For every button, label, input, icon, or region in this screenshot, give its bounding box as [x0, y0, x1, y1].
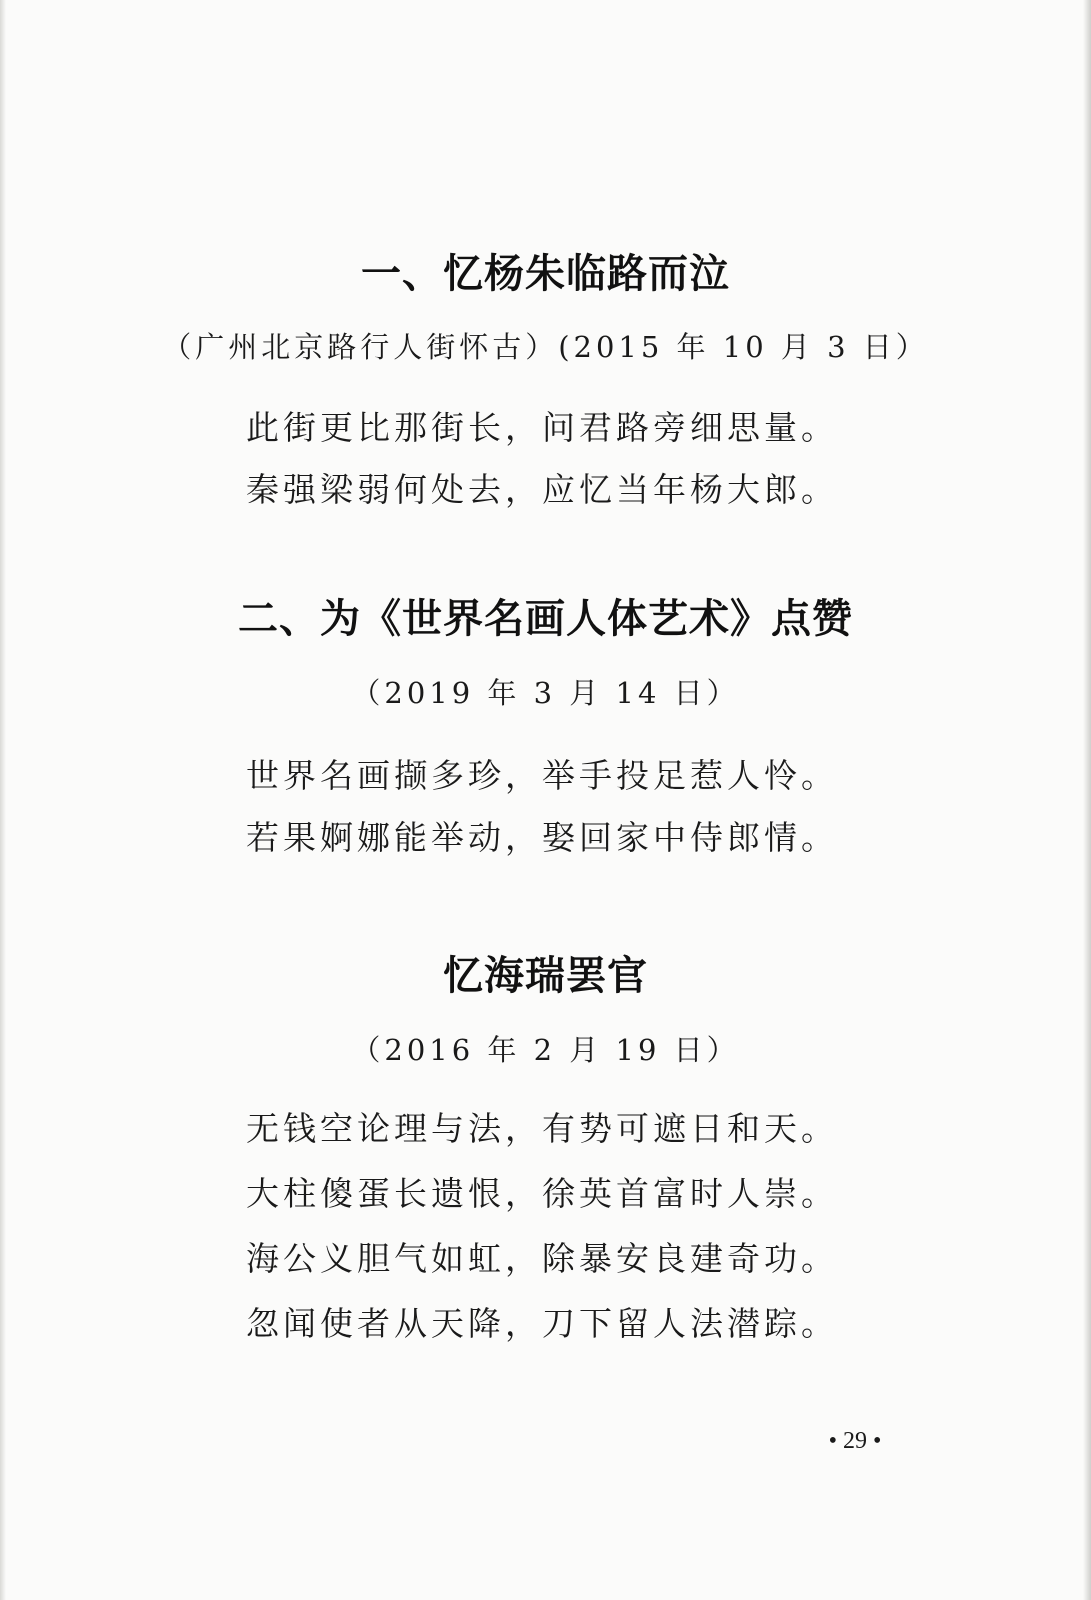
poem-subtitle: （广州北京路行人街怀古）(2015 年 10 月 3 日） [162, 330, 929, 364]
page-left-edge [0, 0, 6, 1600]
poem-title: 忆海瑞罢官 [443, 952, 648, 999]
poem-line: 忽闻使者从天降，刀下留人法潜踪。 [246, 1304, 838, 1343]
poem-subtitle: （2019 年 3 月 14 日） [351, 676, 740, 710]
poem-subtitle: （2016 年 2 月 19 日） [351, 1033, 740, 1067]
poem-line: 无钱空论理与法，有势可遮日和天。 [246, 1109, 838, 1148]
poem-line: 秦强梁弱何处去，应忆当年杨大郎。 [246, 470, 838, 509]
poem-line: 海公义胆气如虹，除暴安良建奇功。 [246, 1239, 838, 1278]
poem-title: 一、忆杨朱临路而泣 [361, 250, 730, 297]
page-right-edge [1083, 0, 1091, 1600]
poem-line: 此街更比那街长，问君路旁细思量。 [246, 408, 838, 447]
poem-line: 若果婀娜能举动，娶回家中侍郎情。 [246, 818, 838, 857]
page-number: • 29 • [828, 1428, 882, 1454]
poem-line: 大柱傻蛋长遗恨，徐英首富时人崇。 [246, 1174, 838, 1213]
poem-title: 二、为《世界名画人体艺术》点赞 [238, 595, 853, 642]
poem-line: 世界名画撷多珍，举手投足惹人怜。 [246, 756, 838, 795]
